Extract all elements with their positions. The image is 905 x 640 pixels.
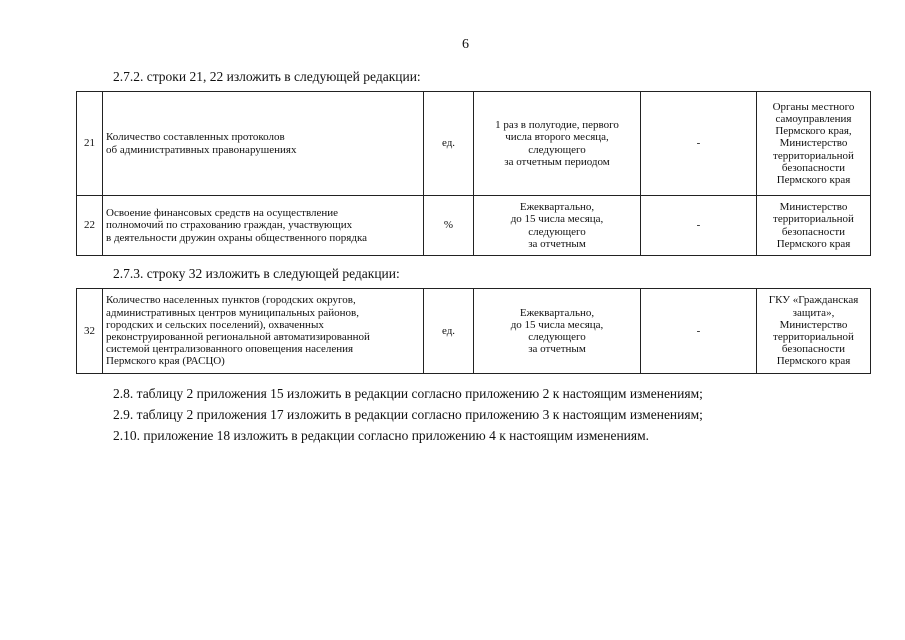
table-row: [77, 289, 871, 374]
unit-cell: %: [424, 196, 474, 256]
frequency-cell: Ежеквартально, до 15 числа месяца, следующего за отчетным: [474, 196, 641, 256]
paragraph-2-7-2: 2.7.2. строки 21, 22 изложить в следующей редакции:: [113, 69, 421, 84]
indicator-name: Количество составленных протоколов об административных правонарушениях: [103, 92, 424, 196]
unit-cell: ед.: [424, 92, 474, 196]
unit-cell: ед.: [424, 289, 474, 374]
paragraph-2-9: 2.9. таблицу 2 приложения 17 изложить в редакции согласно приложению 3 к настоящим изменениям;: [113, 407, 703, 422]
table-rows-21-22: [76, 91, 871, 256]
paragraph-2-8: 2.8. таблицу 2 приложения 15 изложить в редакции согласно приложению 2 к настоящим изменениям;: [113, 386, 703, 401]
paragraph-2-10: 2.10. приложение 18 изложить в редакции согласно приложению 4 к настоящим изменениям.: [113, 428, 650, 443]
table-row-32: [76, 288, 871, 374]
row-number: 21: [77, 92, 103, 196]
frequency-cell: Ежеквартально, до 15 числа месяца, следующего за отчетным: [474, 289, 641, 374]
responsible-cell: Министерство территориальной безопасности Пермского края: [757, 196, 871, 256]
responsible-cell: ГКУ «Гражданская защита», Министерство территориальной безопасности Пермского края: [757, 289, 871, 374]
dash-cell: -: [641, 289, 757, 374]
page-number: 6: [462, 37, 469, 52]
dash-cell: -: [641, 196, 757, 256]
dash-cell: -: [641, 92, 757, 196]
frequency-cell: 1 раз в полугодие, первого числа второго месяца, следующего за отчетным периодом: [474, 92, 641, 196]
table-row: [77, 92, 871, 196]
responsible-cell: Органы местного самоуправления Пермского края, Министерство территориальной безопасности Пермского края: [757, 92, 871, 196]
paragraph-2-7-3: 2.7.3. строку 32 изложить в следующей редакции:: [113, 266, 400, 281]
table-row: [77, 196, 871, 256]
indicator-name: Количество населенных пунктов (городских округов, административных центров муниципальных районов, городских и сельских поселений), охваченных реконструированной региональной автоматизированной системой централизованного оповещения населения Пермского края (РАСЦО): [103, 289, 424, 374]
row-number: 22: [77, 196, 103, 256]
indicator-name: Освоение финансовых средств на осуществление полномочий по страхованию граждан, участвующих в деятельности дружин охраны общественного порядка: [103, 196, 424, 256]
row-number: 32: [77, 289, 103, 374]
